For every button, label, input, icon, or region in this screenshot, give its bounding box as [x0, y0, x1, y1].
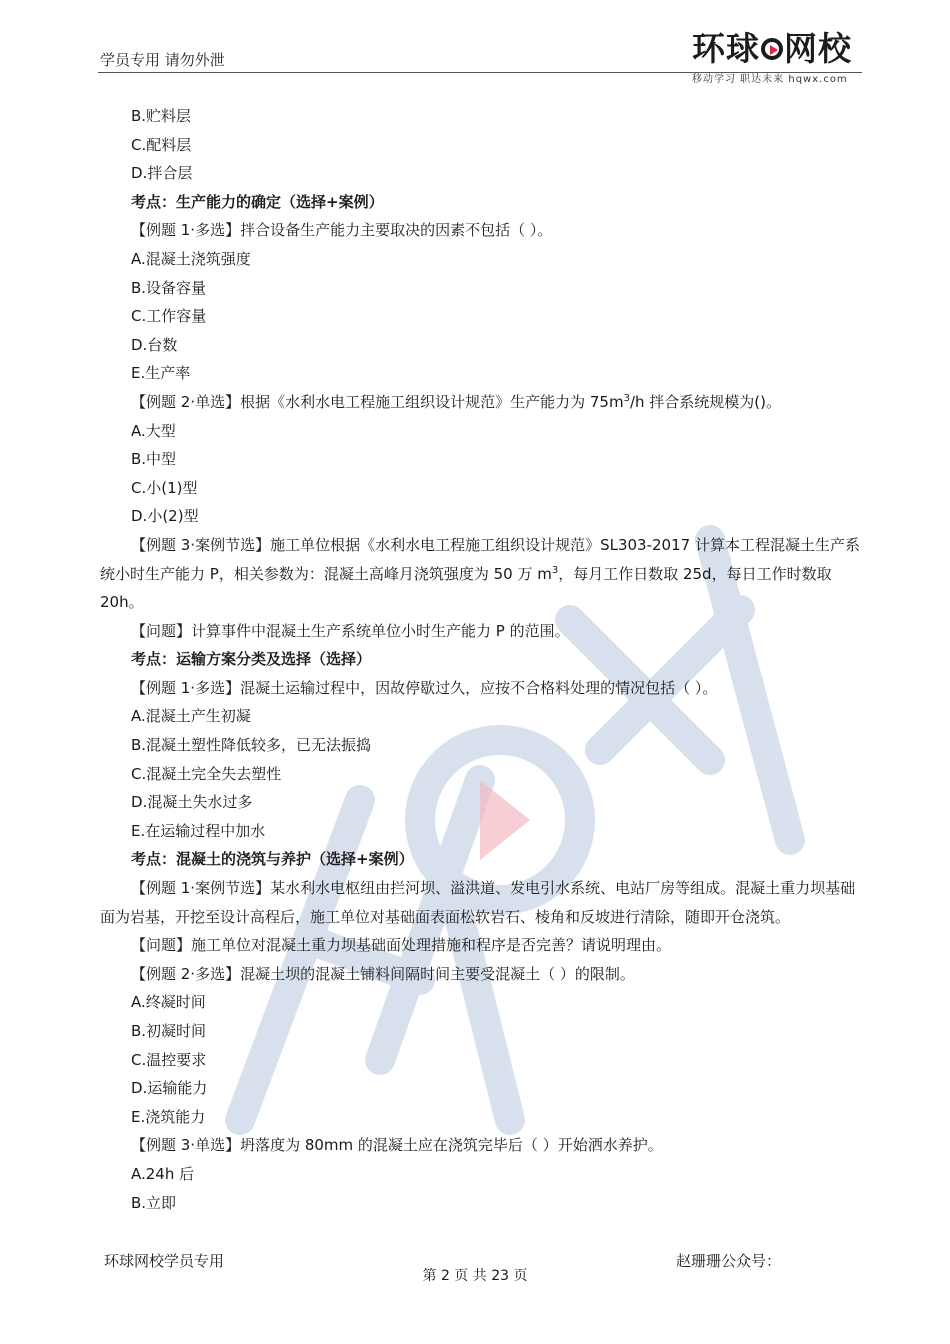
option-line: A.大型: [131, 421, 176, 440]
option-line: D.运输能力: [131, 1079, 208, 1098]
key-point-heading: 考点：运输方案分类及选择（选择）: [131, 650, 372, 669]
option-line: A.终凝时间: [131, 993, 206, 1012]
option-line: D.小(2)型: [131, 507, 199, 526]
option-line: B.混凝土塑性降低较多，已无法振捣: [131, 736, 372, 755]
question-text: 【例题 3·案例节选】施工单位根据《水利水电工程施工组织设计规范》SL303-2017 计算本工程混凝土生产系统小时生产能力 P，相关参数为：混凝土高峰月浇筑强度为 50 万 m: [100, 535, 860, 583]
question-line: 【问题】计算事件中混凝土生产系统单位小时生产能力 P 的范围。: [131, 621, 570, 640]
option-line: E.生产率: [131, 364, 191, 383]
case-question-paragraph: [100, 531, 870, 617]
option-line: D.台数: [131, 335, 178, 354]
question-line: 【例题 1·多选】拌合设备生产能力主要取决的因素不包括（ ）。: [131, 221, 553, 240]
footer-left-note: 环球网校学员专用: [104, 1252, 225, 1270]
option-line: B.立即: [131, 1193, 177, 1212]
question-text: 【例题 2·单选】根据《水利水电工程施工组织设计规范》生产能力为 75m: [131, 392, 624, 411]
option-line: C.工作容量: [131, 307, 207, 326]
play-icon: [761, 38, 783, 60]
option-line: D.拌合层: [131, 164, 193, 183]
option-line: E.在运输过程中加水: [131, 821, 266, 840]
question-line: 【问题】施工单位对混凝土重力坝基础面处理措施和程序是否完善？请说明理由。: [131, 936, 672, 955]
question-line: 【例题 2·多选】混凝土坝的混凝土铺料间隔时间主要受混凝土（ ）的限制。: [131, 964, 635, 983]
key-point-heading: 考点：生产能力的确定（选择+案例）: [131, 192, 384, 211]
option-line: B.贮料层: [131, 107, 192, 125]
option-line: A.混凝土产生初凝: [131, 707, 251, 726]
question-text: ，每月工作日数取 25d，每日工作时数取 20h。: [100, 564, 832, 612]
brand-logo: [692, 30, 864, 90]
option-line: C.温控要求: [131, 1050, 207, 1069]
logo-text-part1: 环球: [692, 29, 760, 68]
question-line: 【例题 3·单选】坍落度为 80mm 的混凝土应在浇筑完毕后（ ）开始洒水养护。: [131, 1136, 663, 1155]
logo-wordmark: [692, 30, 864, 68]
option-line: C.配料层: [131, 135, 192, 154]
superscript: 3: [551, 564, 559, 576]
footer-right-note: 赵珊珊公众号：: [676, 1252, 782, 1270]
option-line: B.中型: [131, 450, 177, 469]
question-text: /h 拌合系统规模为()。: [629, 392, 781, 411]
option-line: C.小(1)型: [131, 478, 198, 497]
option-line: E.浇筑能力: [131, 1107, 206, 1126]
option-line: A.混凝土浇筑强度: [131, 249, 251, 268]
header-note: 学员专用 请勿外泄: [100, 51, 225, 69]
logo-text-part2: 网校: [784, 29, 852, 68]
option-line: B.设备容量: [131, 278, 207, 297]
option-line: A.24h 后: [131, 1164, 195, 1183]
question-line: 【例题 1·多选】混凝土运输过程中，因故停歇过久，应按不合格料处理的情况包括（ ）。: [131, 678, 718, 697]
superscript: 3: [623, 392, 630, 404]
option-line: C.混凝土完全失去塑性: [131, 764, 282, 783]
key-point-heading: 考点：混凝土的浇筑与养护（选择+案例）: [131, 850, 414, 869]
option-line: D.混凝土失水过多: [131, 793, 253, 812]
document-body: [100, 102, 870, 1217]
option-line: B.初凝时间: [131, 1022, 207, 1040]
question-line: [100, 388, 870, 417]
page-number: 第 2 页 共 23 页: [422, 1268, 528, 1284]
case-question-paragraph: 【例题 1·案例节选】某水利水电枢纽由拦河坝、溢洪道、发电引水系统、电站厂房等组成。混凝土重力坝基础面为岩基，开挖至设计高程后，施工单位对基础面表面松软岩石、棱角和反坡进行清除，随即开仓浇筑。: [100, 879, 856, 926]
logo-slogan: 移动学习 职达未来 hqwx.com: [692, 74, 848, 85]
